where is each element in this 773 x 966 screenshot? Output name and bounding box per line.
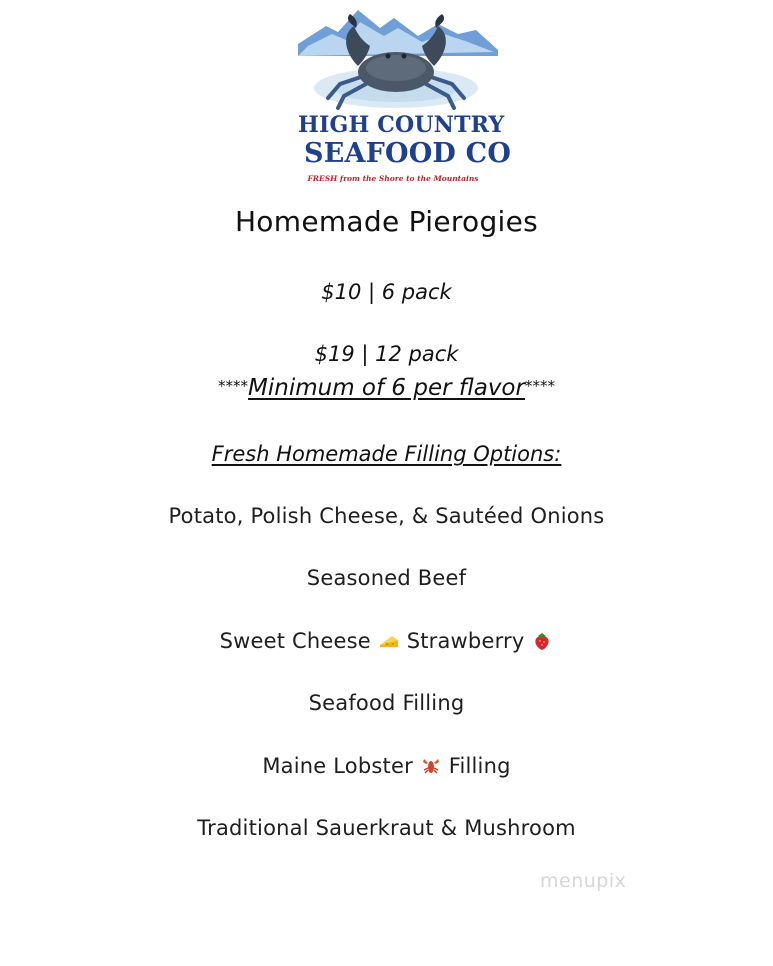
minimum-stars-left: **** (218, 377, 249, 395)
filling-sweet-cheese-strawberry (0, 629, 773, 653)
cheese-icon (378, 631, 400, 651)
filling-lobster-suffix: Filling (448, 754, 511, 778)
logo-tagline: FRESH from the Shore to the Mountains (307, 174, 479, 183)
logo (298, 6, 512, 186)
strawberry-icon (531, 631, 553, 651)
minimum-note (0, 375, 773, 401)
page-title: Homemade Pierogies (234, 205, 539, 238)
minimum-text: Minimum of 6 per flavor (248, 375, 525, 401)
watermark: menupix (540, 870, 627, 892)
lobster-icon (420, 756, 442, 776)
mountain-crab-emblem (298, 6, 498, 116)
filling-seafood: Seafood Filling (308, 691, 465, 715)
filling-maine-lobster (0, 754, 773, 778)
filling-strawberry-label: Strawberry (406, 629, 525, 653)
minimum-stars-right: **** (524, 377, 555, 395)
filling-sauerkraut-mushroom: Traditional Sauerkraut & Mushroom (197, 816, 576, 840)
logo-text-high-country: HIGH COUNTRY (298, 112, 505, 138)
filling-potato: Potato, Polish Cheese, & Sautéed Onions (168, 504, 605, 528)
filling-options-header: Fresh Homemade Filling Options: (211, 442, 562, 466)
filling-beef: Seasoned Beef (306, 566, 467, 590)
filling-lobster-label: Maine Lobster (262, 754, 413, 778)
price-6-pack: $10 | 6 pack (321, 280, 452, 304)
logo-text-seafood-co: SEAFOOD CO (304, 138, 512, 169)
filling-sweet-cheese-label: Sweet Cheese (219, 629, 371, 653)
price-12-pack: $19 | 12 pack (314, 342, 459, 366)
